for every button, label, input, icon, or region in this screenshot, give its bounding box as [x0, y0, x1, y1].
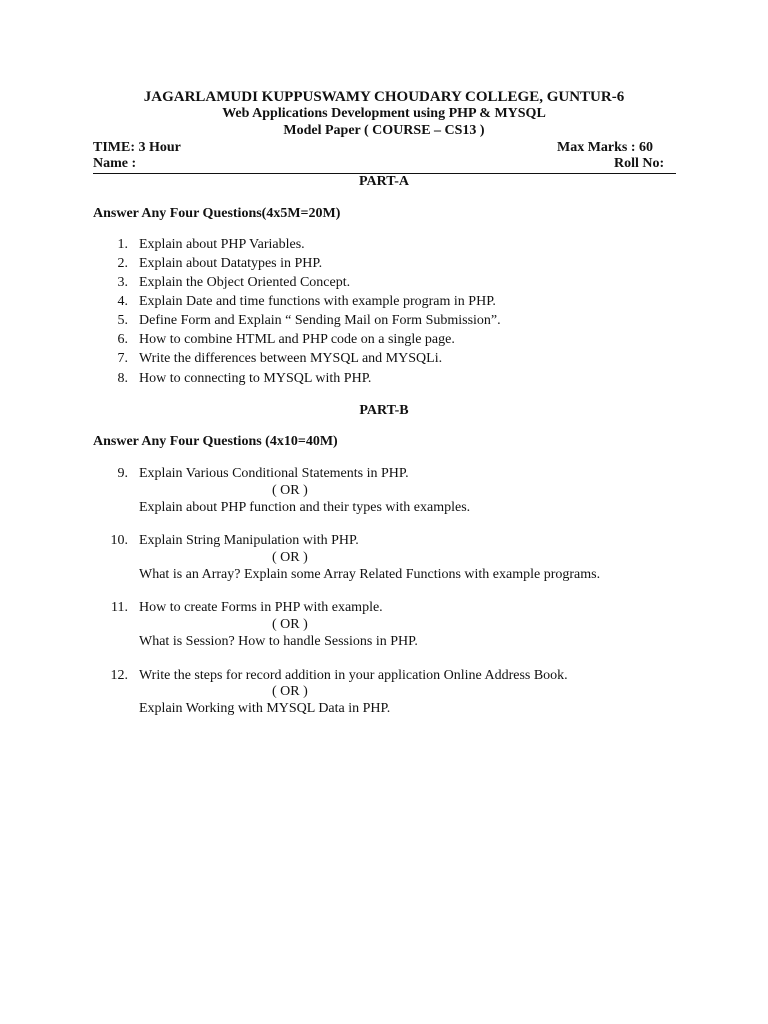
question-number: 5. [117, 313, 128, 328]
question-number: 2. [117, 256, 128, 271]
question-text: How to create Forms in PHP with example. [139, 600, 383, 615]
model-paper-title: Model Paper ( COURSE – CS13 ) [283, 123, 485, 138]
part-a-instruction: Answer Any Four Questions(4x5M=20M) [93, 206, 341, 221]
question-text: Explain Various Conditional Statements in PHP. [139, 466, 409, 481]
question-number: 10. [110, 533, 128, 548]
time-label: TIME: 3 Hour [93, 140, 181, 155]
question-number: 6. [117, 332, 128, 347]
question-number: 7. [117, 351, 128, 366]
question-alt-text: Explain Working with MYSQL Data in PHP. [139, 701, 391, 716]
or-separator: ( OR ) [272, 617, 308, 632]
question-alt-text: Explain about PHP function and their types with examples. [139, 500, 471, 515]
question-text: How to combine HTML and PHP code on a single page. [139, 332, 455, 347]
question-alt-text: What is Session? How to handle Sessions in PHP. [139, 634, 418, 649]
college-name: JAGARLAMUDI KUPPUSWAMY CHOUDARY COLLEGE, GUNTUR-6 [143, 89, 625, 105]
or-separator: ( OR ) [272, 684, 308, 699]
part-a-title: PART-A [358, 174, 410, 189]
question-text: Write the differences between MYSQL and MYSQLi. [139, 351, 443, 366]
question-text: Explain the Object Oriented Concept. [139, 275, 351, 290]
subject-title: Web Applications Development using PHP & MYSQL [222, 106, 546, 121]
question-number: 4. [117, 294, 128, 309]
question-text: How to connecting to MYSQL with PHP. [139, 371, 372, 386]
question-text: Explain about Datatypes in PHP. [139, 256, 323, 271]
question-text: Write the steps for record addition in your application Online Address Book. [139, 668, 568, 683]
question-text: Explain about PHP Variables. [139, 237, 305, 252]
question-number: 11. [111, 600, 128, 615]
question-number: 9. [117, 466, 128, 481]
max-marks-label: Max Marks : 60 [557, 140, 654, 155]
part-b-instruction: Answer Any Four Questions (4x10=40M) [93, 434, 338, 449]
or-separator: ( OR ) [272, 550, 308, 565]
question-text: Explain String Manipulation with PHP. [139, 533, 359, 548]
part-b-title: PART-B [359, 403, 409, 418]
roll-no-label: Roll No: [614, 156, 665, 171]
question-number: 12. [110, 668, 128, 683]
or-separator: ( OR ) [272, 483, 308, 498]
question-number: 8. [117, 371, 128, 386]
question-number: 3. [117, 275, 128, 290]
name-label: Name : [93, 156, 137, 171]
question-text: Explain Date and time functions with example program in PHP. [139, 294, 496, 309]
question-alt-text: What is an Array? Explain some Array Related Functions with example programs. [139, 567, 601, 582]
question-text: Define Form and Explain “ Sending Mail on Form Submission”. [139, 313, 501, 328]
question-number: 1. [117, 237, 128, 252]
